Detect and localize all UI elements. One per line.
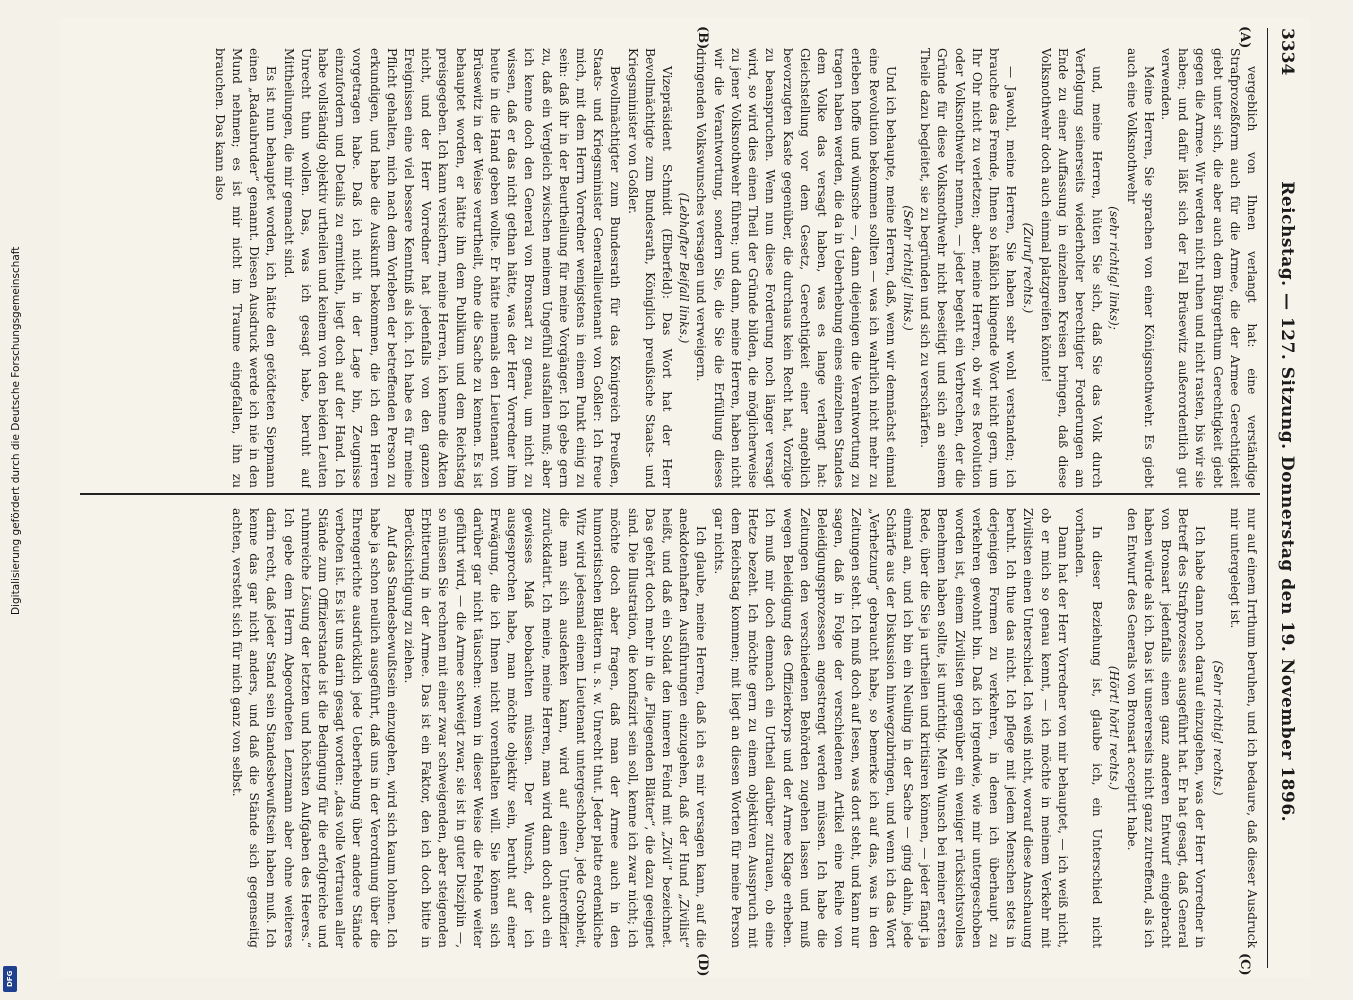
page-number: 3334 (1277, 28, 1297, 76)
stage-direction: (Lebhafter Beifall links.) (677, 192, 692, 344)
paragraph: Und ich behaupte, meine Herren, daß, wenn wir demnächst einmal eine Revolution bekommen sollten — was ich wahrlich nicht mehr zu erleben hoffe und wünsche —, dann diejenigen die Verantwortung zu tragen haben werden, die da in Ueberhebung eines einzelnen Standes dem Volke das versagt haben, was es lange verlangt hat: Gleichstellung vor dem Gesetz, Gerechtigkeit einer angeblich bevorzugten Kaste gegenüber, die durchaus kein Recht hat, Vorzüge zu beanspruchen. Wenn nun diese Forderung noch länger versagt wird, so wird dies einen Theil der Gründe bilden, die möglicherweise zu jener Volksnothwehr führen; und dann, meine Herren, haben nicht wir die Verantwortung, sondern Sie, die Sie die Erfüllung dieses dringenden Volkswunsches versagen und verweigern. (694, 48, 898, 488)
paragraph: Auf das Standesbewußtsein einzugehen, wird sich kaum lohnen. Ich habe ja schon neulich ausgeführt, daß uns in der Verordnung über die Ehrengerichte ausdrücklich jede Ueberhebung über andere Stände verboten ist. Es ist uns darin gesagt worden: „das volle Vertrauen aller Stände zum Offizierstande ist die Bedingung für die erfolgreiche und ruhmreiche Lösung der letzten und höchsten Aufgaben des Heeres.“ Ich gebe dem Herrn Abgeordneten Lenzmann aber ohne weiteres darin recht, daß jeder Stand sein Standesbewußtsein haben muß. Ich kenne das gar nicht anders, und daß die Stände sich gegenseitig achten, versteht sich für mich ganz von selbst. (230, 508, 399, 948)
paragraph: vergeblich von Ihnen verlangt hat: eine verständige Strafprozeßform auch für die Armee, die der Armee Gerechtigkeit giebt unter sich, die aber auch dem Bürgerthum Gerechtigkeit giebt gegen die Armee. Wir werden nicht ruhen und nicht rasten, bis wir sie haben; und dafür läßt sich der Fall Brüsewitz außerordentlich gut verwenden. (1158, 48, 1259, 488)
margin-marker-d: (D) (695, 953, 710, 977)
left-column (70, 48, 1260, 488)
footer-strip (8, 15, 22, 990)
stage-direction: (Sehr richtig! rechts.) (1210, 660, 1225, 796)
margin-marker-b: (B) (695, 26, 710, 50)
paragraph: Ich glaube, meine Herren, daß ich es mir versagen kann, auf die anekdotenhaften Ausführungen einzugehen, daß der Hund „Zivilist“ heißt, und daß ein Soldat den inneren Feind mit „Zivil“ bezeichnet. Das gehört doch mehr in die „Fliegenden Blätter“, die dazu geeignet sind. Die Illustration, die konfiszirt sein soll, kenne ich zwar nicht; ich möchte doch aber fragen, daß man der Armee auch in den humoristischen Blättern u. s. w. Unrecht thut. Jeder platte erdenkliche Witz wird jedesmal einem Lieutenant untergeschoben, jede Grobheit, die man sich ausdenken kann, wird auf einen Unteroffizier zurückdatirt. Ich meine, meine Herren, man wird dann doch auch ein gewisses Maß beobachten müssen. Der Wunsch, der ich ausgesprochen habe, man möchte objektiv sein, beruht auf einer Erwägung, die ich Ihnen nicht vorenthalten will. Sie können sich darüber gar nicht täuschen: wenn in dieser Weise die Fehde weiter geführt wird, — die Armee schweigt zwar, sie ist in guter Disziplin —, so müssen Sie rechnen mit einer zwar schweigenden, aber steigenden Erbitterung in der Armee. Das ist ein Faktor, den ich doch bitte in Berücksichtigung zu ziehen. (402, 508, 709, 948)
footer-text: Digitalisierung gefördert durch die Deutsche Forschungsgemeinschaft (10, 246, 22, 615)
paragraph: Dann hat der Herr Vorredner von mir behauptet, — ich weiß nicht, ob er mich so genau kennt, — ich möchte in meinem Verkehr mit Zivilisten einen Unterschied. Ich weiß nicht, worauf diese Anschauung beruht. Ich thue das nicht. Ich pflege mit jedem Menschen stets in derjenigen Formen zu verkehren, in denen ich überhaupt zu verkehren gewohnt bin. Daß ich irgendwie, wie mir untergeschoben worden ist, einem Zivilisten gegenüber ein weniger rücksichtsvolles Benehmen haben sollte, ist unrichtig. Mein Wunsch bei meiner ersten Rede, über die Sie ja urtheilen und kritisiren können, — jeder fängt ja einmal an, und ich bin ein Neuling in der Sache — ging dahin, jede Schärfe aus der Diskussion hinwegzubringen, und wenn ich das Wort „Verhetzung“ gebraucht habe, so bemerke ich auf das, was in den Zeitungen steht. Ich muß doch auf lesen, was dort steht, und kann nur sagen, daß in Folge der verschiedenen Artikel eine Reihe von Beleidigungsprozessen angestrengt werden müssen. Ich habe die Zeitungen den verschiedenen Behörden zugehen lassen und muß wegen Beleidigung des Offizierkorps und der Armee Klage erheben. Ich muß mir doch demnach ein Urtheil darüber zutrauen, ob eine Hetze bezeht. Ich möchte gern zu einem objektiven Ausspruch mit dem Reichstag kommen; mit liegt an diesen Worten für meine Person gar nichts. (711, 508, 1070, 948)
paragraph: In dieser Beziehung ist, glaube ich, ein Unterschied nicht vorhanden. (1072, 508, 1105, 948)
stage-direction: (sehr richtig! links); (1107, 206, 1122, 330)
page-header (1272, 28, 1302, 968)
dfg-logo: DFG (3, 966, 17, 992)
margin-marker-c: (C) (1237, 953, 1252, 976)
document-page (60, 18, 1310, 978)
stage-direction: (Sehr richtig! links.) (900, 205, 915, 331)
paragraph: nur auf einem Irrthum beruhen, und ich bedaure, daß dieser Ausdruck mir untergelegt ist. (1227, 508, 1259, 948)
paragraph: Es ist nun behauptet worden, ich hätte den getödteten Siepmann einen „Radaubruder“ genannt. Diesen Ausdruck werde ich nie in den Mund nehmen; es ist mir nicht im Traume eingefallen, ihn zu brauchen. Das kann also (212, 48, 279, 488)
paragraph: Ich habe dann noch darauf einzugehen, was der Herr Vorredner in Betreff des Strafprozesses ausgeführt hat. Er hat gesagt, daß General von Bronsart jedenfalls einen ganz anderen Entwurf eingebracht haben würde als ich. Das ist unsererseits nicht ganz zutreffend, als ich den Entwurf des Generals von Bronsart acceptirt habe. (1124, 508, 1208, 948)
header-rule (1267, 28, 1268, 968)
stage-direction: (Zuruf rechts.) (1021, 222, 1036, 314)
stage-direction: (Hört! hört! rechts.) (1107, 665, 1122, 791)
paragraph: Vizepräsident Schmidt (Elberfeld): Das Wort hat der Herr Bevollmächtigte zum Bundesrath, Königlich preußische Staats- und Kriegsminister von Goßler. (625, 48, 675, 488)
column-divider (80, 493, 1260, 495)
right-column (70, 508, 1260, 948)
paragraph: und, meine Herren, hüten Sie sich, daß Sie das Volk durch Verfolgung seinerseits wiederholter berechtigter Forderungen am Ende zu einer Auffassung in einzelnen Kreisen bringen, daß diese Volksnothwehr doch auch einmal platzgreifen könnte! (1038, 48, 1105, 488)
page-title: Reichstag. — 127. Sitzung. Donnerstag den 19. November 1896. (1277, 181, 1297, 823)
paragraph: Bevollmächtigter zum Bundesrath für das Königreich Preußen, Staats- und Kriegsminister Generallieutenant von Goßler: Ich freue mich, mit dem Herrn Vorredner wenigstens in einem Punkt einig zu sein: daß ihr in der Beurtheilung für meine Vorgänger. Ich gebe gern zu, daß ein Vergleich zwischen meinem Ungefühl ausfallen muß; aber ich kenne doch den General von Bronsart zu genau, um nicht zu wissen, daß er das nicht gethan hätte, was der Herr Vorredner ihm heute in die Hand geben wollte. Er hätte niemals den Lieutenant von Brüsewitz in der Weise verurtheilt, ohne die Sache zu kennen. Es ist behauptet worden, er hätte ihn dem Publikum und dem Reichstag preisgegeben. Ich kann versichern, meine Herren, ich kenne die Akten nicht, und der Herr Vorredner hat jedenfalls von den ganzen Ereignissen eine viel bessere Kenntniß als ich. Ich habe es für meine Pflicht gehalten, mich nach dem Vorleben der betreffenden Person zu erkundigen, und habe die Auskunft bekommen, die ich den Herren vorgetragen habe. Daß ich nicht in der Lage bin, Zeugnisse einzufordern und Details zu ermitteln, liegt doch auf der Hand. Ich habe vollständig objektiv urtheilen und keinem von den beiden Leuten Unrecht thun wollen. Das, was ich gesagt habe, beruht auf Mittheilungen, die mir gemacht sind. (281, 48, 623, 488)
paragraph: — Jawohl, meine Herren, Sie haben sehr wohl verstanden; ich brauche das Fremde, Ihnen so häßlich klingende Wort nicht gern, um Ihr Ohr nicht zu verletzen; aber, meine Herren, ob wir es Revolution oder Volksnothwehr nennen, — jeder begeht ein Verbrechen, der die Gründe für diese Volksnothwehr nicht beseitigt und sich an seinem Theile dazu begleitet, sie zu begründen und sich zu verschärfen. (918, 48, 1019, 488)
paragraph: Meine Herren, Sie sprachen von einer Königsnothwehr. Es giebt auch eine Volksnothwehr (1124, 48, 1156, 488)
margin-marker-a: (A) (1237, 26, 1252, 49)
